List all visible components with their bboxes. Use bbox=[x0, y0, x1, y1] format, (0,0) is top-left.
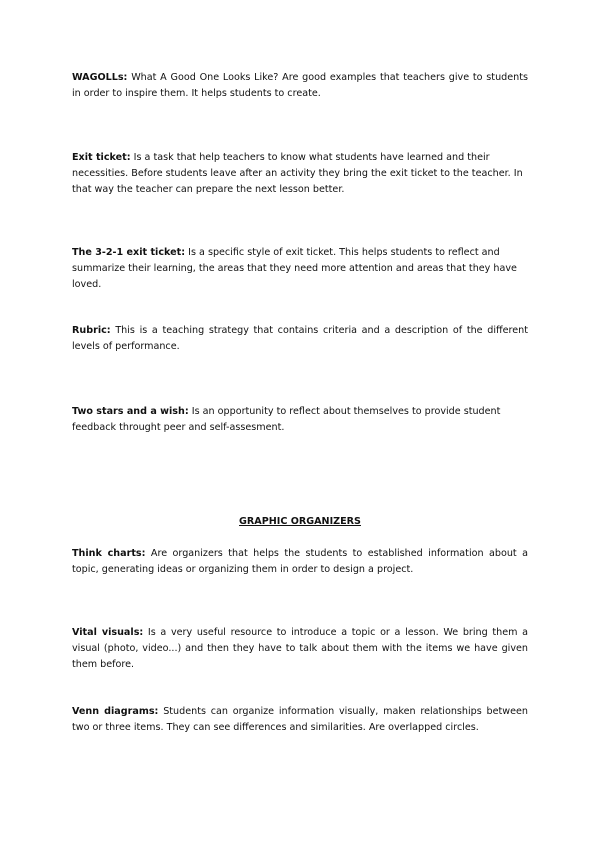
entry-text: Is a task that help teachers to know what students have learned and their necessities. Before students leave after an activity they bring the exit ticket to the teacher. In that way the teacher can prepare the next lesson better. bbox=[72, 152, 523, 195]
entry-text: Is a very useful resource to introduce a topic or a lesson. We bring them a visual (photo, video...) and then they have to talk about them with the items we have given them before. bbox=[72, 627, 528, 670]
entry-term: WAGOLLs: bbox=[72, 72, 128, 83]
entry-think-charts bbox=[72, 546, 528, 578]
entry-vital-visuals bbox=[72, 625, 528, 673]
entry-wagolls bbox=[72, 70, 528, 102]
entry-text: This is a teaching strategy that contains criteria and a description of the different levels of performance. bbox=[72, 325, 528, 352]
entry-term: The 3-2-1 exit ticket: bbox=[72, 247, 186, 258]
entry-text: Are organizers that helps the students to established information about a topic, generating ideas or organizing them in order to design a project. bbox=[72, 548, 528, 575]
entry-rubric bbox=[72, 323, 528, 355]
entry-term: Exit ticket: bbox=[72, 152, 131, 163]
entry-term: Venn diagrams: bbox=[72, 706, 159, 717]
entry-text: Is a specific style of exit ticket. This helps students to reflect and summarize their learning, the areas that they need more attention and areas that they have loved. bbox=[72, 247, 517, 290]
entry-term: Vital visuals: bbox=[72, 627, 144, 638]
entry-321-exit-ticket bbox=[72, 245, 528, 293]
entry-text: Students can organize information visually, maken relationships between two or three items. They can see differences and similarities. Are overlapped circles. bbox=[72, 706, 528, 733]
entry-two-stars-wish bbox=[72, 404, 528, 436]
entry-venn-diagrams bbox=[72, 704, 528, 736]
entry-term: Rubric: bbox=[72, 325, 111, 336]
entry-text: Is an opportunity to reflect about themselves to provide student feedback throught peer and self-assesment. bbox=[72, 406, 501, 433]
section-heading: GRAPHIC ORGANIZERS bbox=[239, 516, 361, 527]
entry-term: Think charts: bbox=[72, 548, 146, 559]
entry-term: Two stars and a wish: bbox=[72, 406, 189, 417]
entry-exit-ticket bbox=[72, 150, 528, 198]
entry-text: What A Good One Looks Like? Are good examples that teachers give to students in order to inspire them. It helps students to create. bbox=[72, 72, 528, 99]
